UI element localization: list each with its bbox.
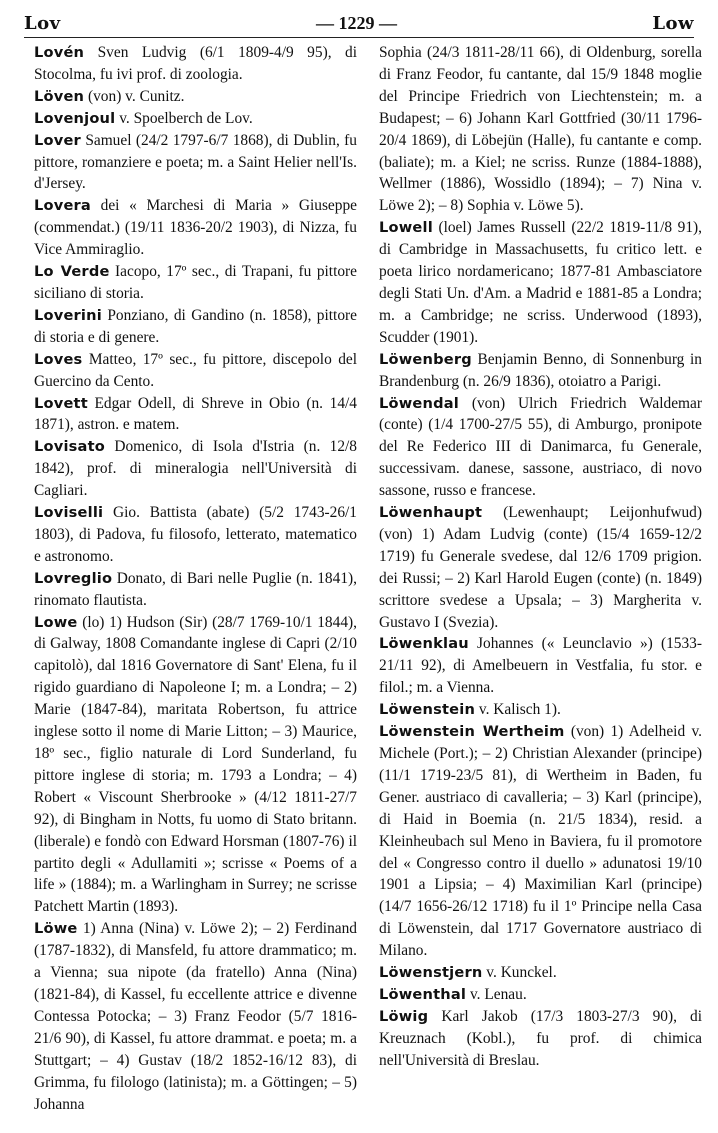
right-column <box>379 42 702 1129</box>
dictionary-entry <box>34 130 357 196</box>
dictionary-entry <box>379 699 702 721</box>
entry-text: Gio. Battista (abate) (5/2 1743-26/1 1803), di Padova, fu filosofo, letterato, matematico e astronomo. <box>34 504 357 565</box>
dictionary-columns <box>34 42 702 1129</box>
dictionary-entry <box>34 436 357 502</box>
entry-text: Ponziano, di Gandino (n. 1858), pittore di storia e di genere. <box>34 306 357 346</box>
entry-headword: Löwig <box>379 1007 429 1025</box>
dictionary-entry <box>379 962 702 984</box>
dictionary-entry <box>379 633 702 699</box>
entry-headword: Löwenstjern <box>379 964 483 982</box>
header-right-headword: Low <box>652 12 694 34</box>
entry-text: Samuel (24/2 1797-6/7 1868), di Dublin, fu pittore, romanziere e poeta; m. a Saint Helier nell'Is. d'Jersey. <box>34 131 357 193</box>
entry-text: Johannes (« Leunclavio ») (1533-21/11 92), di Amelbeuern in Vestfalia, fu stor. e filol.; m. a Vienna. <box>379 635 702 697</box>
entry-headword: Lovén <box>34 44 85 61</box>
dictionary-entry <box>34 393 357 437</box>
entry-headword: Löwe <box>34 920 78 938</box>
entry-headword: Löwendal <box>379 394 459 412</box>
entry-text: Donato, di Bari nelle Puglie (n. 1841), rinomato flautista. <box>34 569 357 609</box>
entry-headword: Lowe <box>34 613 78 631</box>
entry-text: Benjamin Benno, di Sonnenburg in Brandenburg (n. 26/9 1836), otoiatro a Parigi. <box>379 350 702 390</box>
entry-text: Matteo, 17º sec., fu pittore, discepolo del Guercino da Cento. <box>34 350 357 390</box>
entry-headword: Löwenstein <box>379 701 476 719</box>
dictionary-entry <box>34 502 357 568</box>
entry-headword: Lover <box>34 131 81 149</box>
dictionary-entry <box>379 42 702 217</box>
entry-headword: Lovett <box>34 394 88 412</box>
entry-text: Domenico, di Isola d'Istria (n. 12/8 1842), prof. di mineralogia nell'Università di Cagliari. <box>34 438 357 500</box>
entry-headword: Löwenklau <box>379 635 469 653</box>
entry-text: (von) 1) Adelheid v. Michele (Port.); – 2) Christian Alexander (principe) (11/1 1719-23/5 81), di Wertheim in Baden, fu Gener. austriaco di cavalleria; – 3) Karl (principe), di Haid in Boemia (n. 21/5 1834), resid. a Kleinheubach sul Meno in Baviera, fu il promotore del « Congresso contro il duello » adunatosi 19/10 1901 a Lipsia; – 4) Maximilian Karl (principe) (14/7 1656-26/12 1718) fu il 1º Principe nella Casa di Löwenstein, dal 1717 Governatore austriaco di Milano. <box>379 723 702 960</box>
entry-headword: Lovreglio <box>34 569 113 587</box>
dictionary-entry <box>34 612 357 919</box>
entry-headword: Löwenberg <box>379 350 472 368</box>
header-rule <box>24 37 694 38</box>
dictionary-entry <box>34 86 357 108</box>
page-header <box>24 8 694 38</box>
dictionary-entry <box>379 393 702 503</box>
entry-text: Sven Ludvig (6/1 1809-4/9 95), di Stocolma, fu ivi prof. di zoologia. <box>34 44 357 83</box>
entry-text: (von) Ulrich Friedrich Waldemar (conte) (1/4 1700-27/5 55), di Amburgo, pronipote del Re Federico III di Danimarca, fu Generale, successivam. danese, sassone, austriaco, di novo sassone, russo e francese. <box>379 394 702 500</box>
entry-text: (Lewenhaupt; Leijonhufwud) (von) 1) Adam Ludvig (conte) (15/4 1659-12/2 1719) fu Generale svedese, dal 12/6 1709 prigion. dei Russi; – 2) Karl Harold Eugen (conte) (n. 1849) scrittore svedese a Upsala; – 3) Margherita v. Gustavo I (Svezia). <box>379 504 702 631</box>
entry-headword: Löven <box>34 87 85 105</box>
entry-text: v. Spoelberch de Lov. <box>115 109 253 127</box>
entry-text: Sophia (24/3 1811-28/11 66), di Oldenburg, sorella di Franz Feodor, fu cantante, dal 15/9 1848 moglie del Principe Friedrich von Liechtenstein; m. a Budapest; – 6) Johann Karl Gottfried (30/11 1796-20/4 1869), di Löbejün (Halle), fu cantante e comp. (baliate); m. a Kiel; ne scriss. Runze (1884-1888), Wellmer (1886), Wossidlo (1894); – 7) Nina v. Löwe 2); – 8) Sophia v. Löwe 5). <box>379 44 702 215</box>
entry-headword: Löwenthal <box>379 985 467 1003</box>
entry-headword: Lovisato <box>34 438 105 456</box>
dictionary-entry <box>34 349 357 393</box>
entry-text: Iacopo, 17º sec., di Trapani, fu pittore siciliano di storia. <box>34 263 357 302</box>
entry-headword: Loverini <box>34 306 102 324</box>
dictionary-entry <box>379 349 702 393</box>
entry-headword: Löwenstein Wertheim <box>379 723 565 741</box>
dictionary-entry <box>379 721 702 962</box>
dictionary-entry <box>34 195 357 261</box>
entry-text: (loel) James Russell (22/2 1819-11/8 91), di Cambridge in Massachusetts, fu critico lett. e poeta lirico nordamericano; 1877-81 Ambasciatore degli Stati Un. d'Am. a Madrid e 1881-85 a Londra; m. a Cambridge; ne scriss. Underwood (1893), Scudder (1901). <box>379 219 702 346</box>
entry-headword: Lo Verde <box>34 263 110 281</box>
entry-text: 1) Anna (Nina) v. Löwe 2); – 2) Ferdinand (1787-1832), di Mansfeld, fu attore drammatico; m. a Vienna; sua nipote (da fratello) Anna (Nina) (1821-84), di Kassel, fu eccellente attrice e divenne Contessa Potocka; – 3) Franz Feodor (5/7 1816-21/6 90), di Kassel, fu attore drammat. e poeta; m. a Stuttgart; – 4) Gustav (18/2 1852-16/12 83), di Grimma, fu filologo (latinista); m. a Göttingen; – 5) Johanna <box>34 920 357 1113</box>
entry-headword: Lovenjoul <box>34 109 116 127</box>
dictionary-entry <box>379 1006 702 1072</box>
entry-headword: Loves <box>34 350 83 368</box>
entry-text: Edgar Odell, di Shreve in Obio (n. 14/4 1871), astron. e matem. <box>34 394 357 434</box>
entry-text: Karl Jakob (17/3 1803-27/3 90), di Kreuznach (Kobl.), fu prof. di chimica nell'Università di Breslau. <box>379 1007 702 1069</box>
dictionary-entry <box>34 108 357 130</box>
dictionary-entry <box>34 305 357 349</box>
page-number: — 1229 — <box>315 12 397 33</box>
entry-text: dei « Marchesi di Maria » Giuseppe (commendat.) (19/11 1836-20/2 1903), di Nizza, fu Vice Ammiraglio. <box>34 197 357 259</box>
dictionary-entry <box>379 217 702 348</box>
left-column <box>34 42 357 1129</box>
entry-headword: Lowell <box>379 219 433 237</box>
entry-headword: Löwenhaupt <box>379 504 483 522</box>
entry-headword: Lovera <box>34 197 91 215</box>
entry-text: (von) v. Cunitz. <box>84 87 185 105</box>
dictionary-entry <box>34 568 357 612</box>
entry-text: v. Kunckel. <box>482 964 557 982</box>
dictionary-entry <box>34 918 357 1115</box>
entry-text: (lo) 1) Hudson (Sir) (28/7 1769-10/1 1844), di Galway, 1808 Comandante inglese di Capri (2/10 capitolò), dal 1816 Governatore di Sant' Elena, fu il rigido guardiano di Napoleone I; m. a Londra; – 2) Marie (1847-84), maritata Robertson, fu attrice inglese sotto il nome di Marie Litton; – 3) Maurice, 18º sec., figlio naturale di Lord Sunderland, fu pittore inglese di storia; m. 1793 a Londra; – 4) Robert « Viscount Sherbrooke » (4/12 1811-27/7 92), di Bingham in Notts, fu uomo di Stato britann. (liberale) e fondò con Edward Horsman (1807-76) il partito degli « Adullamiti »; scrisse « Poems of a life » (1884); m. a Warlingham in Surrey; ne scrisse Patchett Martin (1893). <box>34 613 357 916</box>
dictionary-entry <box>34 42 357 86</box>
dictionary-entry <box>34 261 357 305</box>
entry-text: v. Lenau. <box>466 985 527 1003</box>
entry-text: v. Kalisch 1). <box>475 701 561 719</box>
dictionary-entry <box>379 502 702 633</box>
dictionary-entry <box>379 984 702 1006</box>
header-left-headword: Lov <box>24 12 61 34</box>
entry-headword: Loviselli <box>34 504 104 522</box>
